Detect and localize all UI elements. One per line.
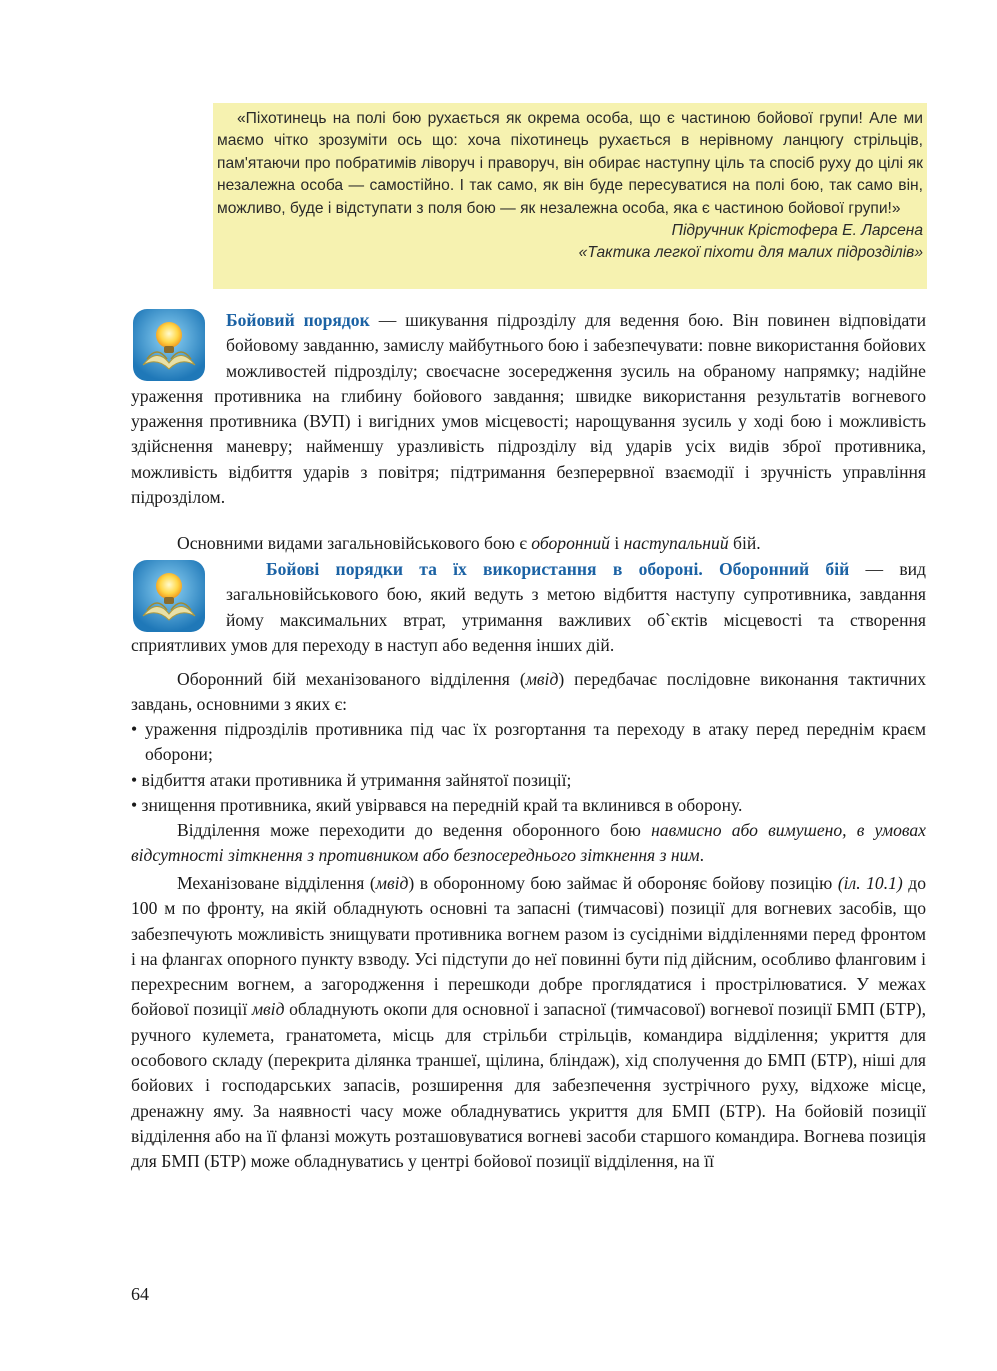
quote-author: Підручник Крістофера Е. Ларсена — [671, 222, 923, 240]
list-item: • відбиття атаки противника й утримання зайнятої позиції; — [131, 769, 572, 790]
bullet-list — [131, 717, 926, 818]
paragraph-squad-defense: Оборонний бій механізованого відділення (мвід) передбачає послідовне виконання тактичних завдань, основними з яких є: — [131, 669, 927, 715]
term-defensive-battle: Бойові порядки та їх використання в обороні. Оборонний бій — [266, 559, 850, 579]
list-item: • ураження підрозділів противника під час їх розгортання та переходу в атаку перед переднім краєм оборони; — [131, 719, 926, 765]
epigraph-quote — [213, 103, 927, 289]
quote-text: «Піхотинець на полі бою рухається як окрема особа, що є частиною бойової групи! Але ми маємо чітко зрозуміти ось що: хоча піхотинець рухається в нерівному ланцюгу стрільців, пам'ятаючи про побратимів ліворуч і праворуч, він обирає наступну ціль та спосіб руху до цілі як незалежна особа — самостійно. І так само, як він буде пересуватися на полі бою, так само він, можливо, буде і відступати з поля бою — як незалежна особа, яка є частиною бойової групи!» — [217, 110, 923, 217]
paragraph-mechanized-squad: Механізоване відділення (мвід) в оборонному бою займає й обороняє бойову позицію (іл. 10.1) до 100 м по фронту, на якій обладнують основні та запасні (тимчасові) позиції для вогневих засобів, що забезпечують можливість знищувати противника вогнем разом із сусідніми відділеннями перед фронтом і на флангах опорного пункту взводу. Усі підступи до неї повинні бути під дійсним, особливо фланговим і перехресним вогнем, а загородження і перешкоди добре проглядатися і прострілюватися. У межах бойової позиції мвід обладнують окопи для основної і запасної (тимчасової) вогневої позиції БМП (БТР), ручного кулемета, гранатомета, місць для стрільби стрільців, командира відділення; укриття для особового складу (перекрита ділянка траншеї, щілина, бліндаж), хід сполучення до БМП (БТР), ніші для бойових і господарських запасів, розширення для забезпечення зустрічного руху, відхоже місце, дренажну яму. За наявності часу може обладнуватись укриття для БМП (БТР). На бойовій позиції відділення або на її фланзі можуть розташовуватися вогневі засоби старшого командира. Вогнева позиція для БМП (БТР) може обладнуватись у центрі бойової позиції відділення, на її — [131, 873, 927, 1172]
paragraph-transition: Відділення може переходити до ведення оборонного бою навмисно або вимушено, в умовах відсутності зіткнення з противником або безпосереднього зіткнення з ним. — [131, 820, 926, 866]
list-item: • знищення противника, який увірвався на передній край та вклинився в оборону. — [131, 794, 743, 815]
quote-source: «Тактика легкої піхоти для малих підрозділів» — [578, 244, 923, 262]
paragraph-battle-order: Бойовий порядок — шикування підрозділу для ведення бою. Він повинен відповідати бойовому завданню, замислу майбутнього бою і забезпечувати: повне використання бойових можливостей підрозділу; своєчасне зосередження зусиль на обраному напрямку; надійне ураження противника на глибину бойового завдання; швидке використання результатів вогневого ураження противника (ВУП) і вигідних умов місцевості; нарощування зусиль у ході бою і можливість здійснення маневру; найменшу уразливість підрозділу від ударів усіх видів зброї противника, можливість відбиття ударів з повітря; підтримання безперервної взаємодії і зручність управління підрозділом. — [131, 310, 926, 508]
paragraph-combat-types: Основними видами загальновійськового бою є оборонний і наступальний бій. — [177, 533, 761, 553]
term-battle-order: Бойовий порядок — [226, 310, 370, 330]
page-number: 64 — [131, 1284, 149, 1304]
paragraph-defensive-battle: Бойові порядки та їх використання в обороні. Оборонний бій — вид загальновійськового бою, який ведуть з метою відбиття наступу супротивника, завдання йому максимальних втрат, утримання важливих об`єктів місцевості та створення сприятливих умов для переходу в наступ або ведення інших дій. — [131, 559, 926, 655]
